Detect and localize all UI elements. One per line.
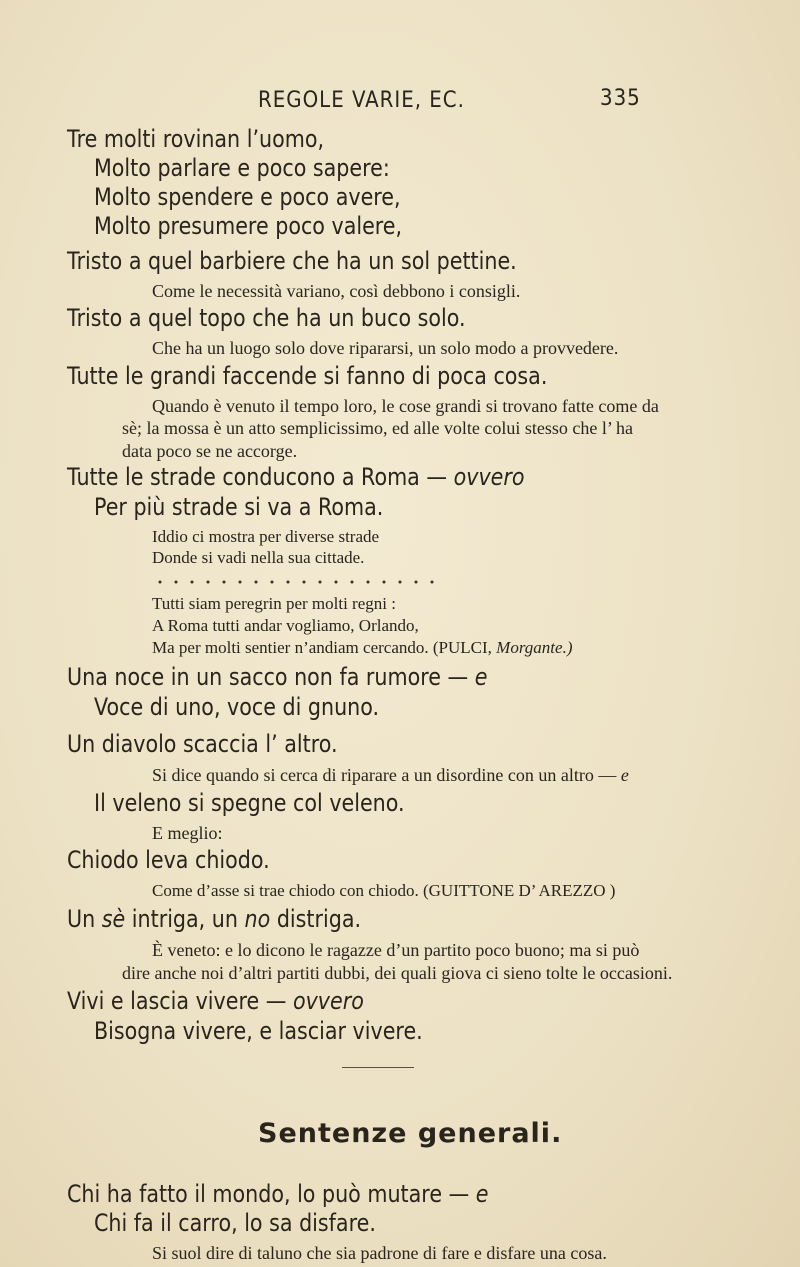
commentary-text: Si dice quando si cerca di riparare a un disordine con un altro — bbox=[152, 765, 617, 785]
running-title: REGOLE VARIE, EC. bbox=[258, 88, 465, 113]
proverb-line: Un diavolo scaccia l’ altro. bbox=[67, 730, 338, 758]
commentary-line: E meglio: bbox=[152, 823, 223, 843]
verse-line: A Roma tutti andar vogliamo, Orlando, bbox=[152, 616, 419, 635]
proverb-line bbox=[67, 987, 364, 1015]
connector-word: e bbox=[474, 663, 488, 691]
proverb-line: Per più strade si va a Roma. bbox=[94, 493, 384, 521]
verse-line: Iddio ci mostra per diverse strade bbox=[152, 527, 380, 546]
citation-title: Morgante.) bbox=[496, 638, 573, 657]
page-number: 335 bbox=[600, 86, 641, 111]
commentary-line: Come d’asse si trae chiodo con chiodo. (GUITTONE D’ AREZZO ) bbox=[152, 881, 616, 900]
commentary-line: data poco se ne accorge. bbox=[122, 441, 298, 461]
proverb-line: Chi fa il carro, lo sa disfare. bbox=[94, 1209, 376, 1237]
section-divider bbox=[342, 1067, 414, 1068]
proverb-line: Tristo a quel barbiere che ha un sol pettine. bbox=[67, 247, 517, 275]
ellipsis-dots bbox=[152, 579, 442, 585]
proverb-line bbox=[67, 463, 524, 491]
proverb-line: Tutte le grandi faccende si fanno di poca cosa. bbox=[67, 362, 548, 390]
verse-line: Tutti siam peregrin per molti regni : bbox=[152, 594, 396, 613]
connector-word: ovvero bbox=[453, 463, 525, 491]
proverb-text: intriga, un bbox=[131, 905, 238, 933]
commentary-line: dire anche noi d’altri partiti dubbi, dei quali giova ci sieno tolte le occasioni. bbox=[122, 963, 673, 983]
proverb-line: Molto presumere poco valere, bbox=[94, 212, 403, 240]
section-heading: Sentenze generali. bbox=[258, 1118, 563, 1149]
connector-word: ovvero bbox=[292, 987, 364, 1015]
verse-line bbox=[152, 638, 572, 658]
proverb-line: Molto spendere e poco avere, bbox=[94, 183, 401, 211]
proverb-text: Un bbox=[67, 905, 96, 933]
commentary-line: È veneto: e lo dicono le ragazze d’un partito poco buono; ma si può bbox=[152, 940, 640, 960]
commentary-line: Come le necessità variano, così debbono i consigli. bbox=[152, 281, 521, 301]
proverb-line: Tristo a quel topo che ha un buco solo. bbox=[67, 304, 466, 332]
proverb-text: Vivi e lascia vivere — bbox=[67, 987, 287, 1015]
proverb-line: Il veleno si spegne col veleno. bbox=[94, 789, 405, 817]
verse-text: Ma per molti sentier n’andiam cercando. (PULCI, bbox=[152, 638, 492, 657]
connector-word: e bbox=[620, 765, 629, 785]
proverb-emphasis: no bbox=[244, 905, 271, 933]
commentary-line: sè; la mossa è un atto semplicissimo, ed alle volte colui stesso che l’ ha bbox=[122, 418, 634, 438]
proverb-text: Chi ha fatto il mondo, lo può mutare — bbox=[67, 1180, 470, 1208]
proverb-line: Voce di uno, voce di gnuno. bbox=[94, 693, 380, 721]
connector-word: e bbox=[475, 1180, 489, 1208]
commentary-line: Quando è venuto il tempo loro, le cose grandi si trovano fatte come da bbox=[152, 396, 659, 416]
proverb-line: Molto parlare e poco sapere: bbox=[94, 154, 390, 182]
proverb-line bbox=[67, 1180, 488, 1208]
commentary-line bbox=[152, 765, 629, 786]
commentary-line: Si suol dire di taluno che sia padrone di fare e disfare una cosa. bbox=[152, 1243, 607, 1263]
commentary-line: Che ha un luogo solo dove ripararsi, un solo modo a provvedere. bbox=[152, 338, 619, 358]
proverb-line bbox=[67, 905, 361, 933]
verse-line: Donde si vadi nella sua cittade. bbox=[152, 548, 365, 567]
proverb-line bbox=[67, 663, 487, 691]
proverb-line: Bisogna vivere, e lasciar vivere. bbox=[94, 1017, 423, 1045]
proverb-text: Tutte le strade conducono a Roma — bbox=[67, 463, 448, 491]
proverb-text: Una noce in un sacco non fa rumore — bbox=[67, 663, 469, 691]
proverb-text: distriga. bbox=[276, 905, 362, 933]
proverb-line: Chiodo leva chiodo. bbox=[67, 846, 270, 874]
proverb-emphasis: sè bbox=[101, 905, 126, 933]
proverb-line: Tre molti rovinan l’uomo, bbox=[67, 125, 325, 153]
